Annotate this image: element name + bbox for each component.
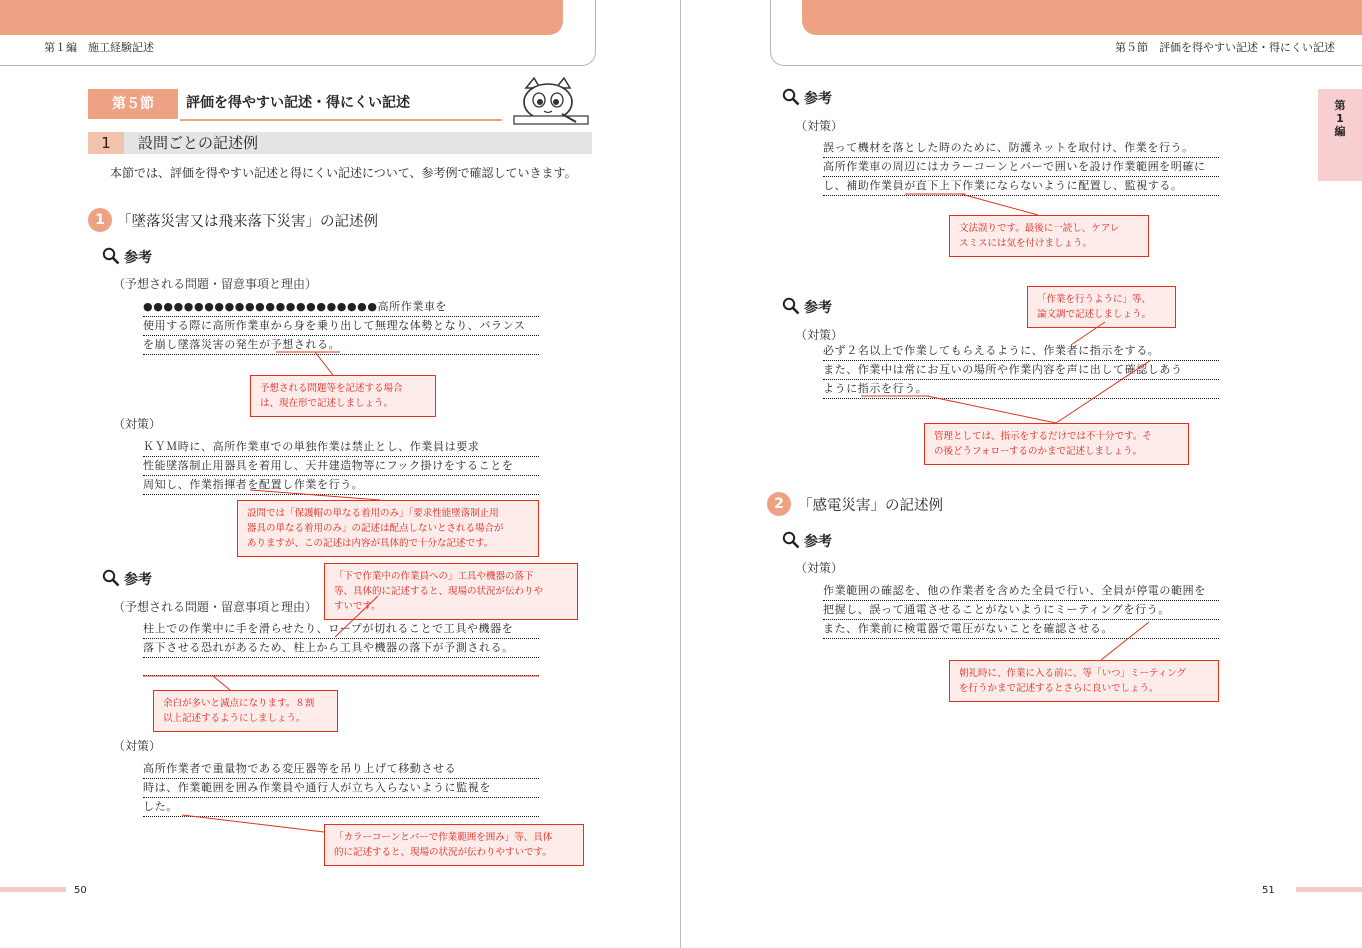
page-number: 50 <box>74 885 87 896</box>
answer-line: 時は、作業範囲を囲み作業員や通行人が立ち入らないように監視を <box>143 779 539 798</box>
running-header: 第５節 評価を得やすい記述・得にくい記述 <box>1115 41 1335 54</box>
answer-line: 周知し、作業指揮者を配置し作業を行う。 <box>143 476 539 495</box>
note-line: すいです。 <box>334 601 381 612</box>
annotation-note <box>1027 286 1176 328</box>
problem-label: （予想される問題・留意事項と理由） <box>113 277 318 291</box>
reference-heading <box>782 531 832 551</box>
footer-bar <box>1296 887 1362 892</box>
answer-line: 必ず２名以上で作業してもらえるように、作業者に指示をする。 <box>823 342 1219 361</box>
answer-line: 性能墜落制止用器具を着用し、天井建造物等にフック掛けをすることを <box>143 457 539 476</box>
answer-line: を崩し墜落災害の発生が予想される。 <box>143 336 539 355</box>
annotation-note <box>324 824 584 866</box>
tab-char: 編 <box>1334 125 1346 138</box>
answer-line: した。 <box>143 798 539 817</box>
answer-line: また、作業前に検電器で電圧がないことを確認させる。 <box>823 620 1219 639</box>
measure-label: （対策） <box>795 561 844 575</box>
note-line: 的に記述すると、現場の状況が伝わりやすいです。 <box>334 847 552 858</box>
right-page <box>681 0 1362 948</box>
intro-text: 本節では、評価を得やすい記述と得にくい記述について、参考例で確認していきます。 <box>110 166 577 180</box>
note-line: 管理としては、指示をするだけでは不十分です。そ <box>934 431 1152 442</box>
measure-label: （対策） <box>795 119 844 133</box>
magnifier-icon <box>782 297 800 315</box>
measure-answer-block <box>823 582 1219 639</box>
mascot-illustration <box>512 76 590 126</box>
section-title: 評価を得やすい記述・得にくい記述 <box>180 89 502 121</box>
header-frame <box>770 0 1362 66</box>
note-line: 予想される問題等を記述する場合 <box>260 383 403 394</box>
note-line: 朝礼時に、作業に入る前に、等「いつ」ミーティング <box>959 668 1187 679</box>
problem-label: （予想される問題・留意事項と理由） <box>113 600 318 614</box>
note-line: を行うかまで記述するとさらに良いでしょう。 <box>959 683 1159 694</box>
note-line: 「下で作業中の作業員への」工具や機器の落下 <box>334 571 534 582</box>
tab-char: 第 <box>1334 99 1346 112</box>
answer-line: 把握し、誤って通電させることがないようにミーティングを行う。 <box>823 601 1219 620</box>
footer-bar <box>0 887 66 892</box>
reference-heading <box>102 247 152 267</box>
reference-heading <box>102 569 152 589</box>
note-line: 余白が多いと減点になります。８割 <box>163 698 315 709</box>
example-number-badge: 2 <box>767 492 791 516</box>
note-line: 「カラーコーンとバーで作業範囲を囲み」等、具体 <box>334 832 553 843</box>
note-line: 「作業を行うように」等、 <box>1037 294 1152 305</box>
problem-answer-block <box>143 298 539 355</box>
measure-answer-block <box>143 438 539 495</box>
answer-line: 誤って機材を落とした時のために、防護ネットを取付け、作業を行う。 <box>823 139 1219 158</box>
annotation-note <box>153 690 338 732</box>
reference-heading <box>782 88 832 108</box>
answer-line: 使用する際に高所作業車から身を乗り出して無理な体勢となり、バランス <box>143 317 539 336</box>
note-line: 論文調で記述しましょう。 <box>1037 309 1152 320</box>
note-line: 以上記述するようにしましょう。 <box>163 713 306 724</box>
measure-answer-block <box>823 342 1219 399</box>
note-line: スミスには気を付けましょう。 <box>959 238 1093 249</box>
blank-answer-line <box>143 658 539 676</box>
magnifier-icon <box>782 88 800 106</box>
reference-heading <box>782 297 832 317</box>
answer-line: し、補助作業員が直下上下作業にならないように配置し、監視する。 <box>823 177 1219 196</box>
reference-label: 参考 <box>804 300 832 316</box>
example-number-badge: 1 <box>88 208 112 232</box>
annotation-note <box>949 660 1219 702</box>
answer-line: ように指示を行う。 <box>823 380 1219 399</box>
annotation-note <box>949 215 1149 257</box>
answer-line: ●●●●●●●●●●●●●●●●●●●●●●●高所作業車を <box>143 298 539 317</box>
note-line: 等、具体的に記述すると、現場の状況が伝わりや <box>334 586 544 597</box>
magnifier-icon <box>102 247 120 265</box>
answer-line: 高所作業車の周辺にはカラーコーンとバーで囲いを設け作業範囲を明確に <box>823 158 1219 177</box>
annotation-note <box>924 423 1189 465</box>
subsection-title: 設問ごとの記述例 <box>88 132 592 154</box>
measure-answer-block <box>823 139 1219 196</box>
header-frame <box>0 0 596 66</box>
section-badge: 第５節 <box>88 89 178 119</box>
note-line: ありますが、この記述は内容が具体的で十分な記述です。 <box>247 538 494 549</box>
answer-line: 落下させる恐れがあるため、柱上から工具や機器の落下が予測される。 <box>143 639 539 658</box>
annotation-note <box>250 375 436 417</box>
chapter-side-tab <box>1318 89 1362 181</box>
measure-label: （対策） <box>113 417 162 431</box>
example-title: 「墜落災害又は飛来落下災害」の記述例 <box>117 214 378 230</box>
note-line: は、現在形で記述しましょう。 <box>260 398 394 409</box>
reference-label: 参考 <box>124 572 152 588</box>
note-line: 文法誤りです。最後に一読し、ケアレ <box>959 223 1120 234</box>
note-line: 設問では「保護帽の単なる着用のみ」「要求性能墜落制止用 <box>247 508 499 519</box>
answer-line: 高所作業者で重量物である変圧器等を吊り上げて移動させる <box>143 760 539 779</box>
reference-label: 参考 <box>804 534 832 550</box>
running-header: 第１編 施工経験記述 <box>44 41 154 54</box>
magnifier-icon <box>102 569 120 587</box>
answer-line: 作業範囲の確認を、他の作業者を含めた全員で行い、全員が停電の範囲を <box>823 582 1219 601</box>
tab-char: 1 <box>1336 112 1344 125</box>
annotation-note <box>324 563 578 620</box>
measure-answer-block <box>143 760 539 817</box>
reference-label: 参考 <box>124 250 152 266</box>
page-number: 51 <box>1262 885 1275 896</box>
example-title: 「感電災害」の記述例 <box>798 498 943 514</box>
note-line: の後どうフォローするのかまで記述しましょう。 <box>934 446 1143 457</box>
annotation-note <box>237 500 539 557</box>
magnifier-icon <box>782 531 800 549</box>
note-line: 器具の単なる着用のみ」の記述は配点しないとされる場合が <box>247 523 504 534</box>
measure-label: （対策） <box>795 328 844 342</box>
answer-line: また、作業中は常にお互いの場所や作業内容を声に出して確認しあう <box>823 361 1219 380</box>
answer-line: ＫＹＭ時に、高所作業車での単独作業は禁止とし、作業員は要求 <box>143 438 539 457</box>
reference-label: 参考 <box>804 91 832 107</box>
problem-answer-block <box>143 620 539 676</box>
answer-line: 柱上での作業中に手を滑らせたり、ロープが切れることで工具や機器を <box>143 620 539 639</box>
measure-label: （対策） <box>113 739 162 753</box>
subsection-number: 1 <box>88 132 124 154</box>
